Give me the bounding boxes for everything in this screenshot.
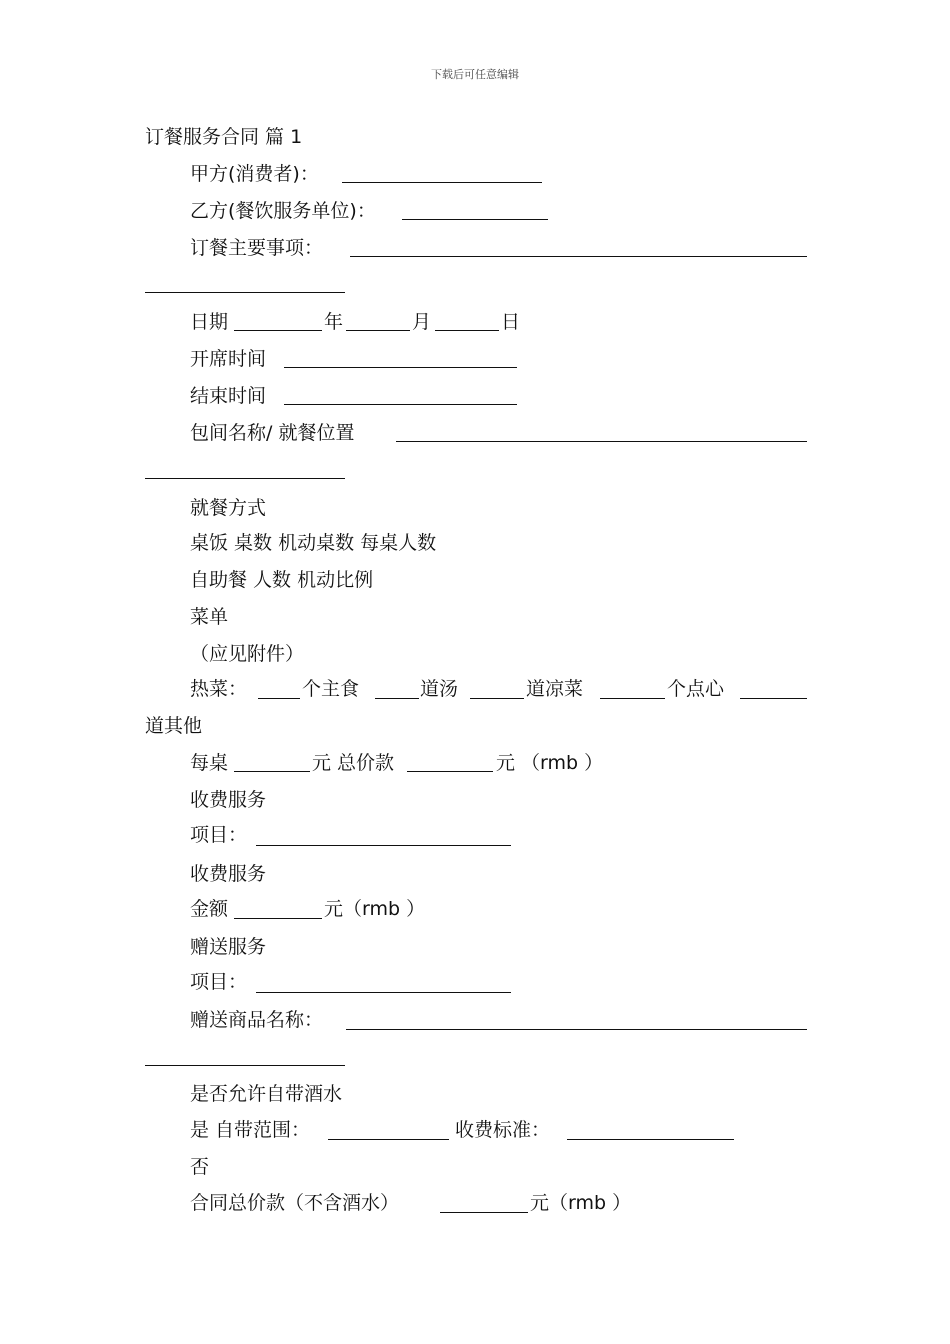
menu-label: 菜单 bbox=[190, 606, 229, 628]
month-label: 月 bbox=[412, 311, 432, 333]
gift-goods-blank-cont[interactable] bbox=[145, 1065, 345, 1066]
wine-fee-label: 收费标准： bbox=[455, 1119, 551, 1141]
paid-item-label: 项目： bbox=[190, 824, 248, 846]
wine-scope-blank[interactable] bbox=[328, 1139, 449, 1140]
contract-total-label: 合同总价款（不含酒水） bbox=[190, 1192, 400, 1214]
per-table-blank[interactable] bbox=[234, 771, 310, 772]
total-price-blank[interactable] bbox=[407, 771, 493, 772]
buffet-label: 自助餐 人数 机动比例 bbox=[190, 569, 374, 591]
party-a-blank[interactable] bbox=[342, 182, 542, 183]
see-attachment-label: （应见附件） bbox=[190, 643, 305, 665]
main-items-blank[interactable] bbox=[350, 256, 807, 257]
amount-blank[interactable] bbox=[234, 918, 322, 919]
cold-dish-label: 道凉菜 bbox=[526, 678, 584, 700]
staple-blank[interactable] bbox=[375, 698, 419, 699]
own-wine-label: 是否允许自带酒水 bbox=[190, 1083, 343, 1105]
per-table-label: 每桌 bbox=[190, 752, 229, 774]
day-blank[interactable] bbox=[435, 330, 499, 331]
room-label: 包间名称/ 就餐位置 bbox=[190, 422, 355, 444]
wine-yes-label: 是 自带范围： bbox=[190, 1119, 311, 1141]
end-time-blank[interactable] bbox=[284, 404, 517, 405]
cold-dish-blank[interactable] bbox=[600, 698, 665, 699]
total-price-label: 元 总价款 bbox=[312, 752, 395, 774]
contract-total-blank[interactable] bbox=[440, 1212, 528, 1213]
paid-item-blank[interactable] bbox=[256, 845, 511, 846]
table-meal-label: 桌饭 桌数 机动桌数 每桌人数 bbox=[190, 532, 437, 554]
main-items-blank-cont[interactable] bbox=[145, 292, 345, 293]
party-a-label: 甲方(消费者)： bbox=[190, 163, 319, 185]
wine-fee-blank[interactable] bbox=[567, 1139, 734, 1140]
amount-label: 金额 bbox=[190, 898, 229, 920]
party-b-blank[interactable] bbox=[402, 219, 548, 220]
day-label: 日 bbox=[501, 311, 521, 333]
month-blank[interactable] bbox=[346, 330, 410, 331]
date-label: 日期 bbox=[190, 311, 229, 333]
page-header: 下载后可任意编辑 bbox=[431, 68, 519, 81]
soup-label: 道汤 bbox=[420, 678, 459, 700]
year-label: 年 bbox=[324, 311, 344, 333]
wine-no-label: 否 bbox=[190, 1156, 210, 1178]
room-blank-cont[interactable] bbox=[145, 478, 345, 479]
contract-total-suffix: 元（rmb ） bbox=[530, 1192, 632, 1214]
rmb-label: 元 （rmb ） bbox=[496, 752, 604, 774]
contract-title: 订餐服务合同 篇 1 bbox=[145, 126, 303, 148]
start-time-blank[interactable] bbox=[284, 367, 517, 368]
hot-dish-blank[interactable] bbox=[258, 698, 300, 699]
soup-blank[interactable] bbox=[470, 698, 524, 699]
gift-item-blank[interactable] bbox=[256, 992, 511, 993]
gift-item-label: 项目： bbox=[190, 971, 248, 993]
gift-goods-blank[interactable] bbox=[346, 1029, 807, 1030]
year-blank[interactable] bbox=[234, 330, 322, 331]
other-dish-label: 道其他 bbox=[145, 715, 203, 737]
paid-service-label: 收费服务 bbox=[190, 789, 267, 811]
staple-label: 个主食 bbox=[302, 678, 360, 700]
gift-goods-label: 赠送商品名称： bbox=[190, 1009, 324, 1031]
dining-mode-label: 就餐方式 bbox=[190, 497, 267, 519]
party-b-label: 乙方(餐饮服务单位)： bbox=[190, 200, 376, 222]
hot-dish-label: 热菜： bbox=[190, 678, 248, 700]
end-time-label: 结束时间 bbox=[190, 385, 267, 407]
amount-suffix: 元（rmb ） bbox=[324, 898, 426, 920]
paid-service-label-2: 收费服务 bbox=[190, 863, 267, 885]
start-time-label: 开席时间 bbox=[190, 348, 267, 370]
room-blank[interactable] bbox=[396, 441, 807, 442]
gift-service-label: 赠送服务 bbox=[190, 936, 267, 958]
dim-sum-blank[interactable] bbox=[740, 698, 807, 699]
main-items-label: 订餐主要事项： bbox=[190, 237, 324, 259]
dim-sum-label: 个点心 bbox=[667, 678, 725, 700]
